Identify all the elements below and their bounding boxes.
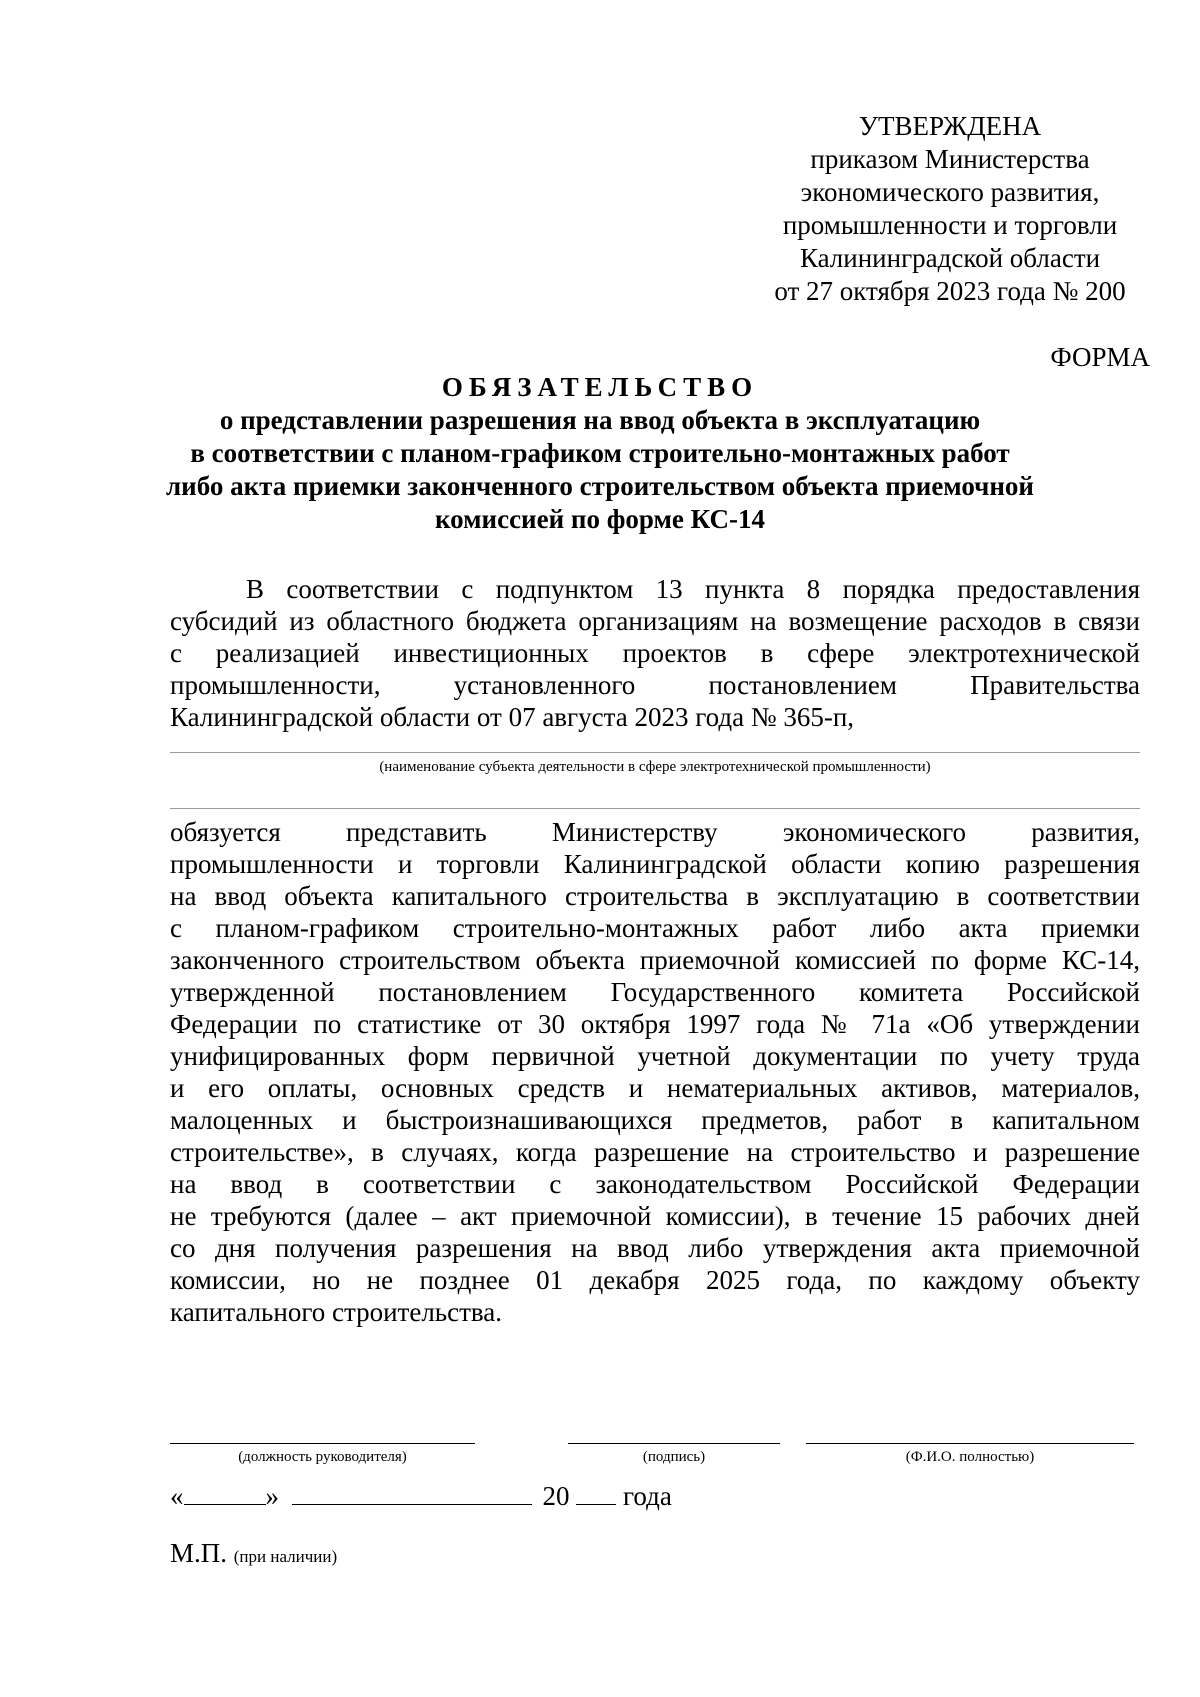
title-line: комиссией по форме КС-14 xyxy=(434,504,766,534)
paragraph-line: на ввод объекта капитального строительства в эксплуатацию в соответствии xyxy=(170,881,1140,911)
paragraph-line: унифицированных форм первичной учетной документации по учету труда xyxy=(170,1041,1140,1071)
title-line: либо акта приемки законченного строительством объекта приемочной xyxy=(166,471,1034,501)
open-quote: « xyxy=(170,1481,184,1511)
paragraph-intro xyxy=(170,573,1140,733)
paragraph-line: В соответствии с подпунктом 13 пункта 8 порядка предоставления xyxy=(246,574,1140,604)
entity-name-caption: (наименование субъекта деятельности в сфере электротехнической промышленности) xyxy=(379,759,931,775)
position-field[interactable] xyxy=(170,1443,475,1444)
entity-name-field[interactable] xyxy=(170,752,1140,753)
title-line: о представлении разрешения на ввод объекта в эксплуатацию xyxy=(219,405,981,435)
year-field[interactable] xyxy=(576,1482,616,1505)
approval-line: промышленности и торговли xyxy=(782,210,1118,240)
full-name-field[interactable] xyxy=(806,1443,1134,1444)
approval-line: Калининградской области xyxy=(799,243,1101,273)
paragraph-line: и его оплаты, основных средств и нематериальных активов, материалов, xyxy=(170,1073,1140,1103)
stamp-note: (при наличии) xyxy=(233,1547,338,1566)
paragraph-line: комиссии, но не позднее 01 декабря 2025 года, по каждому объекту xyxy=(170,1265,1140,1295)
paragraph-line: не требуются (далее – акт приемочной комиссии), в течение 15 рабочих дней xyxy=(170,1201,1140,1231)
signature-field[interactable] xyxy=(568,1443,780,1444)
close-quote: » xyxy=(265,1481,279,1511)
paragraph-line: субсидий из областного бюджета организациям на возмещение расходов в связи xyxy=(170,606,1140,636)
full-name-caption: (Ф.И.О. полностью) xyxy=(905,1449,1035,1465)
document-title xyxy=(120,371,1080,536)
paragraph-line: законченного строительством объекта приемочной комиссией по форме КС-14, xyxy=(170,945,1140,975)
title-main: ОБЯЗАТЕЛЬСТВО xyxy=(441,372,759,402)
paragraph-obligation xyxy=(170,816,1140,1328)
day-field[interactable] xyxy=(184,1482,266,1505)
approval-line: УТВЕРЖДЕНА xyxy=(858,111,1042,141)
paragraph-line: Калининградской области от 07 августа 2023 года № 365-п, xyxy=(170,702,855,732)
paragraph-line: со дня получения разрешения на ввод либо утверждения акта приемочной xyxy=(170,1233,1140,1263)
stamp-label: М.П. xyxy=(170,1538,228,1568)
paragraph-line: строительстве», в случаях, когда разрешение на строительство и разрешение xyxy=(170,1137,1140,1167)
title-line: в соответствии с планом-графиком строительно-монтажных работ xyxy=(190,438,1010,468)
paragraph-line: на ввод в соответствии с законодательством Российской Федерации xyxy=(170,1169,1140,1199)
month-field[interactable] xyxy=(292,1482,532,1505)
paragraph-line: обязуется представить Министерству экономического развития, xyxy=(170,817,1140,847)
paragraph-line: промышленности и торговли Калининградской области копию разрешения xyxy=(170,849,1140,879)
year-prefix: 20 xyxy=(542,1481,570,1511)
approval-line: приказом Министерства xyxy=(810,144,1090,174)
stamp-place xyxy=(170,1537,337,1573)
form-label: ФОРМА xyxy=(1050,342,1150,372)
approval-line: от 27 октября 2023 года № 200 xyxy=(774,276,1126,306)
entity-name-field-line-2[interactable] xyxy=(170,808,1140,809)
paragraph-line: Федерации по статистике от 30 октября 1997 года № 71а «Об утверждении xyxy=(170,1009,1140,1039)
approval-line: экономического развития, xyxy=(800,177,1100,207)
paragraph-line: утвержденной постановлением Государственного комитета Российской xyxy=(170,977,1140,1007)
paragraph-line: капитального строительства. xyxy=(170,1297,503,1327)
position-caption: (должность руководителя) xyxy=(238,1449,407,1465)
paragraph-line: с реализацией инвестиционных проектов в сфере электротехнической xyxy=(170,638,1140,668)
paragraph-line: малоценных и быстроизнашивающихся предметов, работ в капитальном xyxy=(170,1105,1140,1135)
date-line xyxy=(170,1480,672,1513)
signature-caption: (подпись) xyxy=(642,1449,706,1465)
year-suffix: года xyxy=(623,1481,672,1511)
approval-block xyxy=(760,110,1140,308)
paragraph-line: промышленности, установленного постановлением Правительства xyxy=(170,670,1140,700)
paragraph-line: с планом-графиком строительно-монтажных работ либо акта приемки xyxy=(170,913,1140,943)
